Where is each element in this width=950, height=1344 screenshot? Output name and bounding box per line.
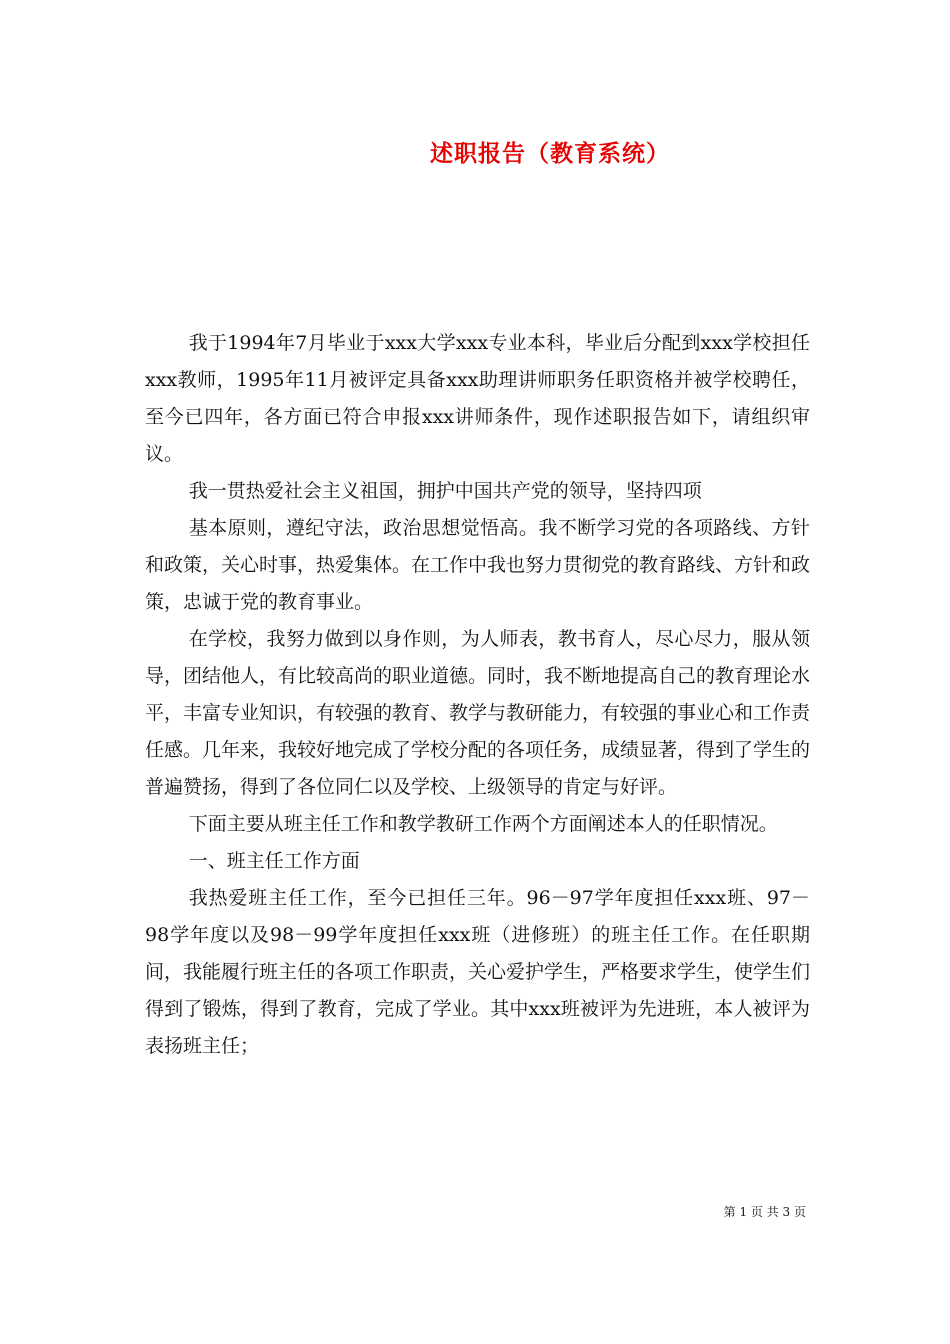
section-heading: 一、班主任工作方面: [188, 850, 360, 872]
document-body: [145, 325, 810, 1065]
document-title: 述职报告（教育系统）: [430, 140, 670, 167]
paragraph: 在学校，我努力做到以身作则，为人师表，教书育人，尽心尽力，服从领导，团结他人，有比较高尚的职业道德。同时，我不断地提高自己的教育理论水平，丰富专业知识，有较强的教育、教学与教研能力，有较强的事业心和工作责任感。几年来，我较好地完成了学校分配的各项任务，成绩显著，得到了学生的普遍赞扬，得到了各位同仁以及学校、上级领导的肯定与好评。: [145, 628, 811, 798]
page-number-footer: 第 1 页 共 3 页: [723, 1205, 806, 1219]
paragraph: 我一贯热爱社会主义祖国，拥护中国共产党的领导，坚持四项: [188, 480, 702, 502]
paragraph: 我热爱班主任工作，至今已担任三年。96－97学年度担任xxx班、97－98学年度以及98－99学年度担任xxx班（进修班）的班主任工作。在任职期间，我能履行班主任的各项工作职责，关心爱护学生，严格要求学生，使学生们得到了锻炼，得到了教育，完成了学业。其中xxx班被评为先进班，本人被评为表扬班主任；: [145, 887, 811, 1057]
paragraph: 下面主要从班主任工作和教学教研工作两个方面阐述本人的任职情况。: [188, 813, 778, 835]
paragraph: 基本原则，遵纪守法，政治思想觉悟高。我不断学习党的各项路线、方针和政策，关心时事，热爱集体。在工作中我也努力贯彻党的教育路线、方针和政策，忠诚于党的教育事业。: [145, 517, 811, 613]
paragraph: 我于1994年7月毕业于xxx大学xxx专业本科，毕业后分配到xxx学校担任xxx教师，1995年11月被评定具备xxx助理讲师职务任职资格并被学校聘任，至今已四年，各方面已符合申报xxx讲师条件，现作述职报告如下，请组织审议。: [145, 332, 810, 465]
